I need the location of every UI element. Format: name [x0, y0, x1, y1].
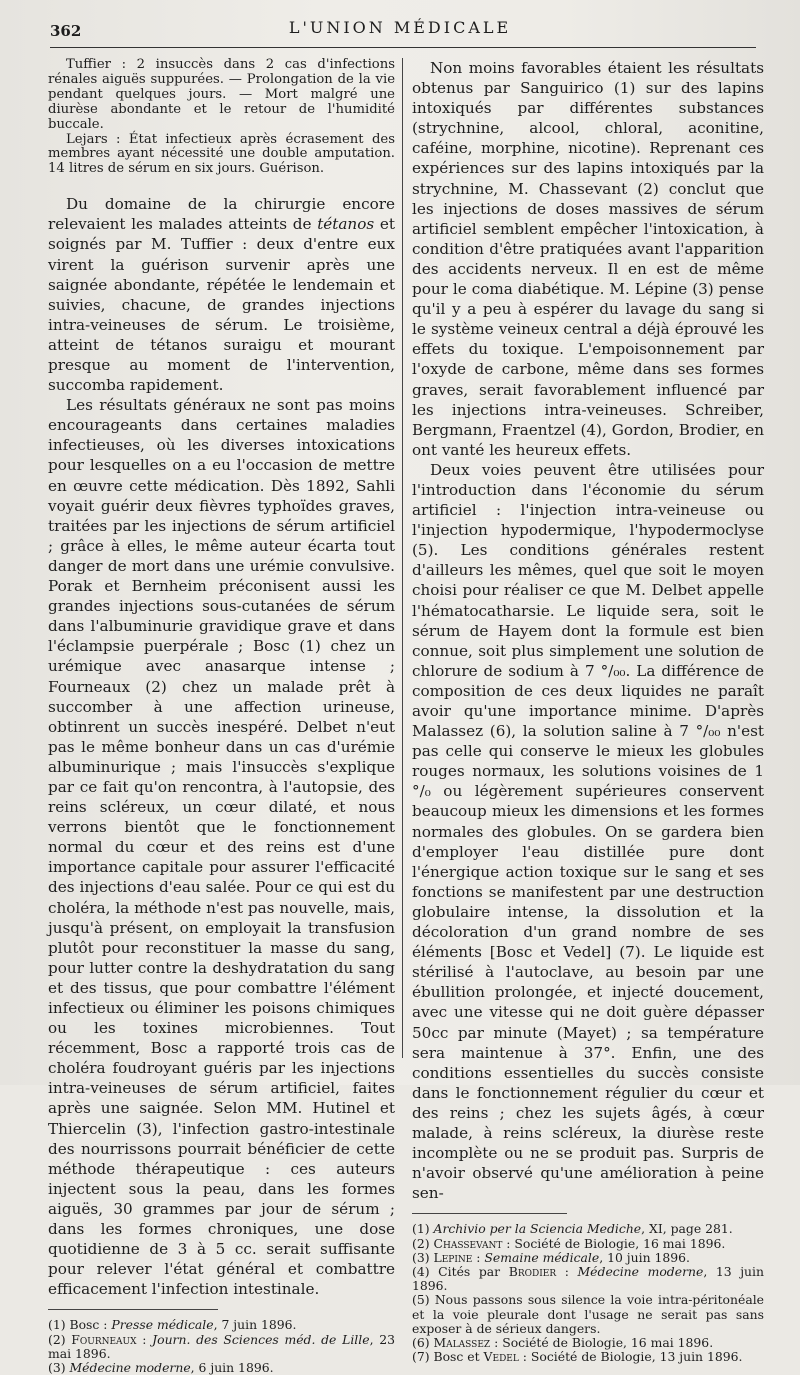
journal-title: L'UNION MÉDICALE	[288, 18, 512, 37]
case-lejars: Lejars : État infectieux après écrasement des membres ayant nécessité une double amputation. 14 litres de sérum en six jours. Guérison.	[48, 131, 395, 177]
footnote-rule	[48, 1309, 218, 1310]
footnote: (7) Bosc et Vedel : Société de Biologie, 13 juin 1896.	[412, 1349, 743, 1365]
page-number: 362	[50, 22, 82, 40]
right-column	[412, 58, 764, 1364]
paragraph-infections: Les résultats généraux ne sont pas moins encourageants dans certaines maladies infectieuses, où les diverses intoxications pour lesquelles on a eu l'occasion de mettre en œuvre cette médication. Dès 1892, Sahli voyait guérir deux fièvres typhoïdes graves, traitées par les injections de sérum artificiel ; grâce à elles, le même auteur écarta tout danger de mort dans une urémie convulsive. Porak et Bernheim préconisent aussi les grandes injections sous-cutanées de sérum dans l'albuminurie gravidique grave et dans l'éclampsie puerpérale ; Bosc (1) chez un urémique avec anasarque intense ; Fourneaux (2) chez un malade prêt à succomber à une affection urineuse, obtinrent un succès inespéré. Delbet n'eut pas le même bonheur dans un cas d'urémie albuminurique ; mais l'insuccès s'explique par ce fait qu'on rencontra, à l'autopsie, des reins scléreux, un cœur dilaté, et nous verrons bientôt que le fonctionnement normal du cœur et des reins est d'une importance capitale pour assurer l'efficacité des injections d'eau salée. Pour ce qui est du choléra, la méthode n'est pas nouvelle, mais, jusqu'à présent, on employait la transfusion plutôt pour reconstituer la masse du sang, pour lutter contre la deshydratation du sang et des tissus, que pour combattre l'élément infectieux ou éliminer les poisons chimiques ou les toxines microbiennes. Tout récemment, Bosc a rapporté trois cas de choléra foudroyant guéris par les injections intra-veineuses de sérum artificiel, faites après une saignée. Selon MM. Hutinel et Thiercelin (3), l'infection gastro-intestinale des nourrissons pourrait bénéficier de cette méthode thérapeutique : ces auteurs injectent sous la peau, dans les formes aiguës, 30 grammes par jour de sérum ; dans les formes chroniques, une dose quotidienne de 3 à 5 cc. serait suffisante pour relever l'état général et combattre efficacement l'infection intestinale.	[48, 396, 395, 1299]
paragraph-tetanos: Du domaine de la chirurgie encore relevaient les malades atteints de tétanos et soignés par M. Tuffier : deux d'entre eux virent la guérison survenir après une saignée abondante, répétée le lendemain et suivies, chacune, de grandes injections intra-veineuses de sérum. Le troisième, atteint de tétanos suraigu et mourant presque au moment de l'intervention, succomba rapidement.	[48, 195, 395, 395]
footnote: (1) Archivio per la Sciencia Mediche, XI, page 281.	[412, 1221, 733, 1237]
left-footnotes	[48, 1318, 395, 1375]
footnote: (3) Lepine : Semaine médicale, 10 juin 1896.	[412, 1249, 690, 1265]
footnote-rule	[412, 1213, 567, 1214]
right-footnotes	[412, 1222, 764, 1364]
running-header	[50, 18, 750, 42]
footnote: (5) Nous passons sous silence la voie intra-péritonéale et la voie pleurale dont l'usage ne serait pas sans exposer à de sérieux dangers.	[412, 1292, 764, 1336]
paragraph-voies: Deux voies peuvent être utilisées pour l'introduction dans l'économie du sérum artificiel : l'injection intra-veineuse ou l'injection hypodermique, l'hypodermoclyse (5). Les conditions générales restent d'ailleurs les mêmes, quel que soit le moyen choisi pour réaliser ce que M. Delbet appelle l'hématocatharsie. Le liquide sera, soit le sérum de Hayem dont la formule est bien connue, soit plus simplement une solution de chlorure de sodium à 7 °/₀₀. La différence de composition de ces deux liquides ne paraît avoir qu'une importance minime. D'après Malassez (6), la solution saline à 7 °/₀₀ n'est pas celle qui conserve le mieux les globules rouges normaux, les solutions voisines de 1 °/₀ ou légèrement supérieures conservent beaucoup mieux les dimensions et les formes normales des globules. On se gardera bien d'employer l'eau distillée pure dont l'énergique action toxique sur le sang et ses fonctions se manifestent par une destruction globulaire intense, la dissolution et la décoloration d'un grand nombre de ses éléments [Bosc et Vedel] (7). Le liquide est stérilisé à l'autoclave, au besoin par une ébullition prolongée, et injecté doucement, avec une vitesse qui ne doit guère dépasser 50cc par minute (Mayet) ; sa température sera maintenue à 37°. Enfin, une des conditions essentielles du succès consiste dans le fonctionnement régulier du cœur et des reins ; chez les sujets âgés, à cœur malade, à reins scléreux, la diurèse reste incomplète ou ne se produit pas. Surpris de n'avoir observé qu'une amélioration à peine sen-	[412, 460, 764, 1203]
paragraph-intoxications: Non moins favorables étaient les résultats obtenus par Sanguirico (1) sur des lapins intoxiqués par différentes substances (strychnine, alcool, chloral, aconitine, caféine, morphine, nicotine). Reprenant ces expériences sur des lapins intoxiqués par la strychnine, M. Chassevant (2) conclut que les injections de doses massives de sérum artificiel semblent empêcher l'intoxication, à condition d'être pratiquées avant l'apparition des accidents nerveux. Il en est de même pour le coma diabétique. M. Lépine (3) pense qu'il y a peu à espérer du lavage du sang si le système veineux central a déjà éprouvé les effets du toxique. L'empoisonnement par l'oxyde de carbone, même dans ses formes graves, serait favorablement influencé par les injections intra-veineuses. Schreiber, Bergmann, Fraentzel (4), Gordon, Brodier, en ont vanté les heureux effets.	[412, 59, 764, 459]
footnote: (3) Médecine moderne, 6 juin 1896.	[48, 1360, 274, 1375]
header-rule	[50, 47, 756, 48]
footnote: (2) Fourneaux : Journ. des Sciences méd. de Lille, 23 mai 1896.	[48, 1331, 395, 1361]
footnote: (4) Cités par Brodier : Médecine moderne, 13 juin 1896.	[412, 1263, 764, 1294]
column-divider	[402, 58, 403, 1058]
footnote: (6) Malassez : Société de Biologie, 16 mai 1896.	[412, 1334, 714, 1350]
left-column	[48, 58, 395, 1375]
footnote: (2) Chassevant : Société de Biologie, 16 mai 1896.	[412, 1235, 726, 1251]
case-tuffier: Tuffier : 2 insuccès dans 2 cas d'infections rénales aiguës suppurées. — Prolongation de la vie pendant quelques jours. — Mort malgré une diurèse abondante et le retour de l'humidité buccale.	[48, 57, 395, 132]
footnote: (1) Bosc : Presse médicale, 7 juin 1896.	[48, 1317, 297, 1333]
